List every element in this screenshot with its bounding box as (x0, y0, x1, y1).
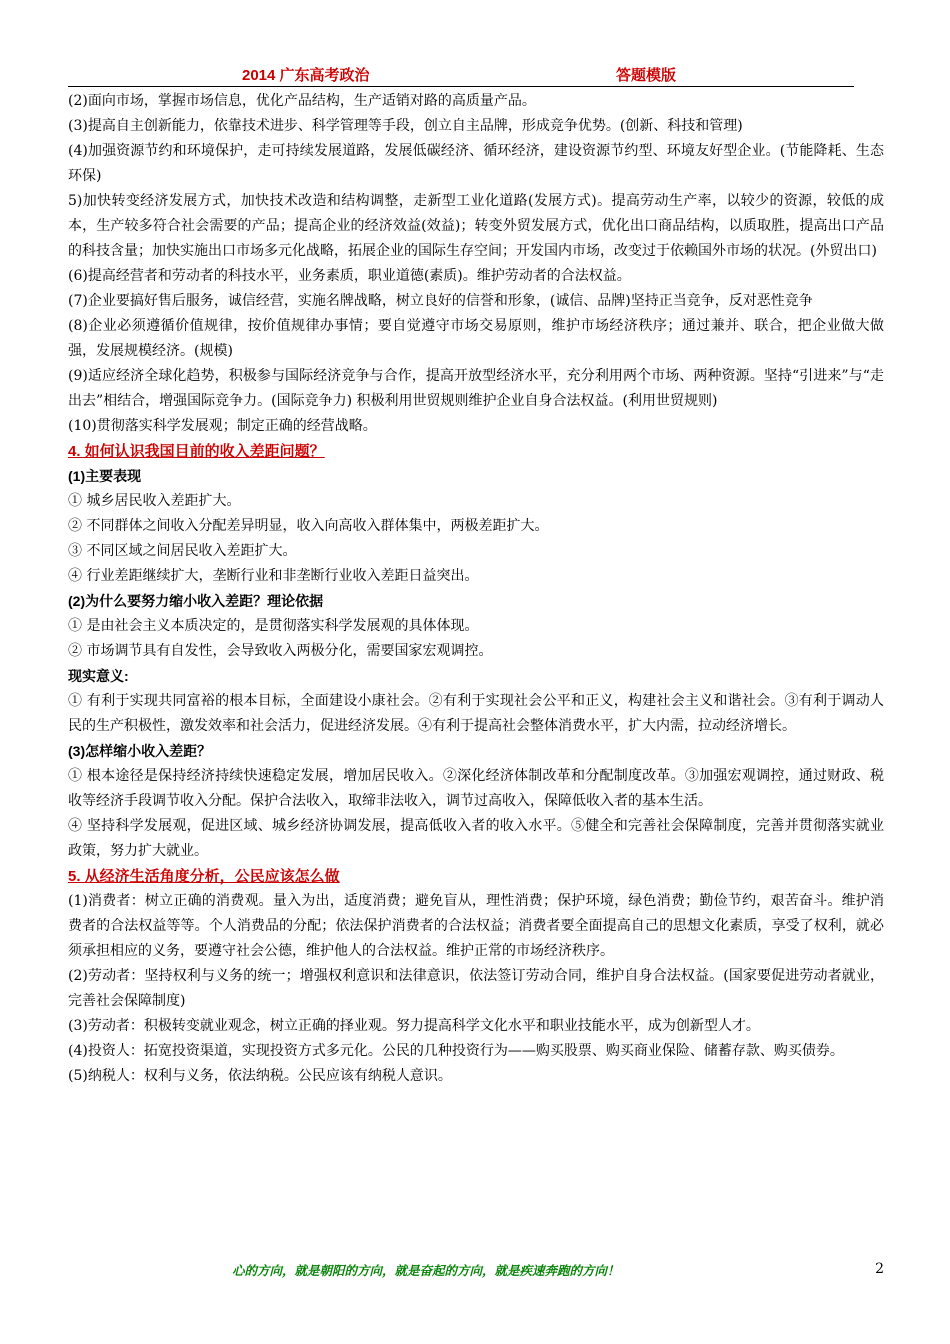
paragraph: (4)投资人：拓宽投资渠道，实现投资方式多元化。公民的几种投资行为——购买股票、购买商业保险、储蓄存款、购买债券。 (68, 1043, 844, 1059)
paragraph: (6)提高经营者和劳动者的科技水平，业务素质，职业道德(素质)。维护劳动者的合法权益。 (68, 268, 631, 284)
paragraph: 5)加快转变经济发展方式，加快技术改造和结构调整，走新型工业化道路(发展方式)。提高劳动生产率，以较少的资源，较低的成本，生产较多符合社会需要的产品；提高企业的经济效益(效益)；转变外贸发展方式，优化出口商品结构，以质取胜，提高出口产品的科技含量；加快实施出口市场多元化战略，拓展企业的国际生存空间；开发国内市场，改变过于依赖国外市场的状况。(外贸出口) (68, 193, 884, 259)
header-subtitle: 答题模版 (616, 67, 677, 84)
paragraph: (9)适应经济全球化趋势，积极参与国际经济竞争与合作，提高开放型经济水平，充分利用两个市场、两种资源。坚持“引进来”与“走出去”相结合，增强国际竞争力。(国际竞争力) 积极利用世贸规则维护企业自身合法权益。(利用世贸规则) (68, 368, 884, 409)
paragraph: (1)消费者：树立正确的消费观。量入为出，适度消费；避免盲从，理性消费；保护环境，绿色消费；勤俭节约，艰苦奋斗。维护消费者的合法权益等等。个人消费品的分配；依法保护消费者的合法权益；消费者要全面提高自己的思想文化素质，享受了权利，就必须承担相应的义务，要遵守社会公德，维护他人的合法权益。维护正常的市场经济秩序。 (68, 893, 884, 959)
list-item: ③ 不同区域之间居民收入差距扩大。 (68, 543, 297, 559)
subsection-heading: (1)主要表现 (68, 468, 142, 484)
paragraph: (2)劳动者：坚持权利与义务的统一；增强权利意识和法律意识，依法签订劳动合同，维护自身合法权益。(国家要促进劳动者就业，完善社会保障制度) (68, 968, 884, 1009)
header-title: 2014 广东高考政治 (242, 67, 370, 84)
subsection-heading: (3)怎样缩小收入差距？ (68, 743, 212, 759)
list-item: ① 城乡居民收入差距扩大。 (68, 493, 241, 509)
page-header (68, 62, 854, 87)
paragraph: (5)纳税人：权利与义务，依法纳税。公民应该有纳税人意识。 (68, 1068, 452, 1084)
paragraph: (7)企业要搞好售后服务，诚信经营，实施名牌战略，树立良好的信誉和形象，(诚信、品牌)坚持正当竞争，反对恶性竞争 (68, 293, 813, 309)
paragraph: (2)面向市场，掌握市场信息，优化产品结构，生产适销对路的高质量产品。 (68, 93, 536, 109)
list-item: ① 是由社会主义本质决定的，是贯彻落实科学发展观的具体体现。 (68, 618, 479, 634)
paragraph: (4)加强资源节约和环境保护，走可持续发展道路，发展低碳经济、循环经济，建设资源节约型、环境友好型企业。(节能降耗、生态环保) (68, 143, 884, 184)
page-footer (68, 1261, 884, 1281)
paragraph: (3)提高自主创新能力，依靠技术进步、科学管理等手段，创立自主品牌，形成竞争优势。(创新、科技和管理) (68, 118, 743, 134)
list-item: ② 不同群体之间收入分配差异明显，收入向高收入群体集中，两极差距扩大。 (68, 518, 549, 534)
footer-motto: 心的方向，就是朝阳的方向，就是奋起的方向，就是疾速奔跑的方向！ (232, 1263, 620, 1278)
section-4-title: 4. 如何认识我国目前的收入差距问题？ (68, 443, 325, 460)
paragraph: ① 有利于实现共同富裕的根本目标，全面建设小康社会。②有利于实现社会公平和正义，构建社会主义和谐社会。③有利于调动人民的生产积极性，激发效率和社会活力，促进经济发展。④有利于提高社会整体消费水平，扩大内需，拉动经济增长。 (68, 693, 884, 734)
list-item: ④ 行业差距继续扩大，垄断行业和非垄断行业收入差距日益突出。 (68, 568, 479, 584)
page-number: 2 (875, 1261, 884, 1277)
subsection-heading: (2)为什么要努力缩小收入差距？理论依据 (68, 593, 324, 609)
paragraph: (8)企业必须遵循价值规律，按价值规律办事情；要自觉遵守市场交易原则，维护市场经济秩序；通过兼并、联合，把企业做大做强，发展规模经济。(规模) (68, 318, 884, 359)
paragraph: ① 根本途径是保持经济持续快速稳定发展，增加居民收入。②深化经济体制改革和分配制度改革。③加强宏观调控，通过财政、税收等经济手段调节收入分配。保护合法收入，取缔非法收入，调节过高收入，保障低收入者的基本生活。 (68, 768, 884, 809)
list-item: ② 市场调节具有自发性，会导致收入两极分化，需要国家宏观调控。 (68, 643, 493, 659)
paragraph: ④ 坚持科学发展观，促进区域、城乡经济协调发展，提高低收入者的收入水平。⑤健全和完善社会保障制度，完善并贯彻落实就业政策，努力扩大就业。 (68, 818, 884, 859)
paragraph: (10)贯彻落实科学发展观；制定正确的经营战略。 (68, 418, 377, 434)
paragraph: (3)劳动者：积极转变就业观念，树立正确的择业观。努力提高科学文化水平和职业技能水平，成为创新型人才。 (68, 1018, 760, 1034)
subsection-heading: 现实意义: (68, 668, 129, 684)
document-body (68, 89, 884, 1089)
section-5-title: 5. 从经济生活角度分析，公民应该怎么做 (68, 868, 340, 885)
